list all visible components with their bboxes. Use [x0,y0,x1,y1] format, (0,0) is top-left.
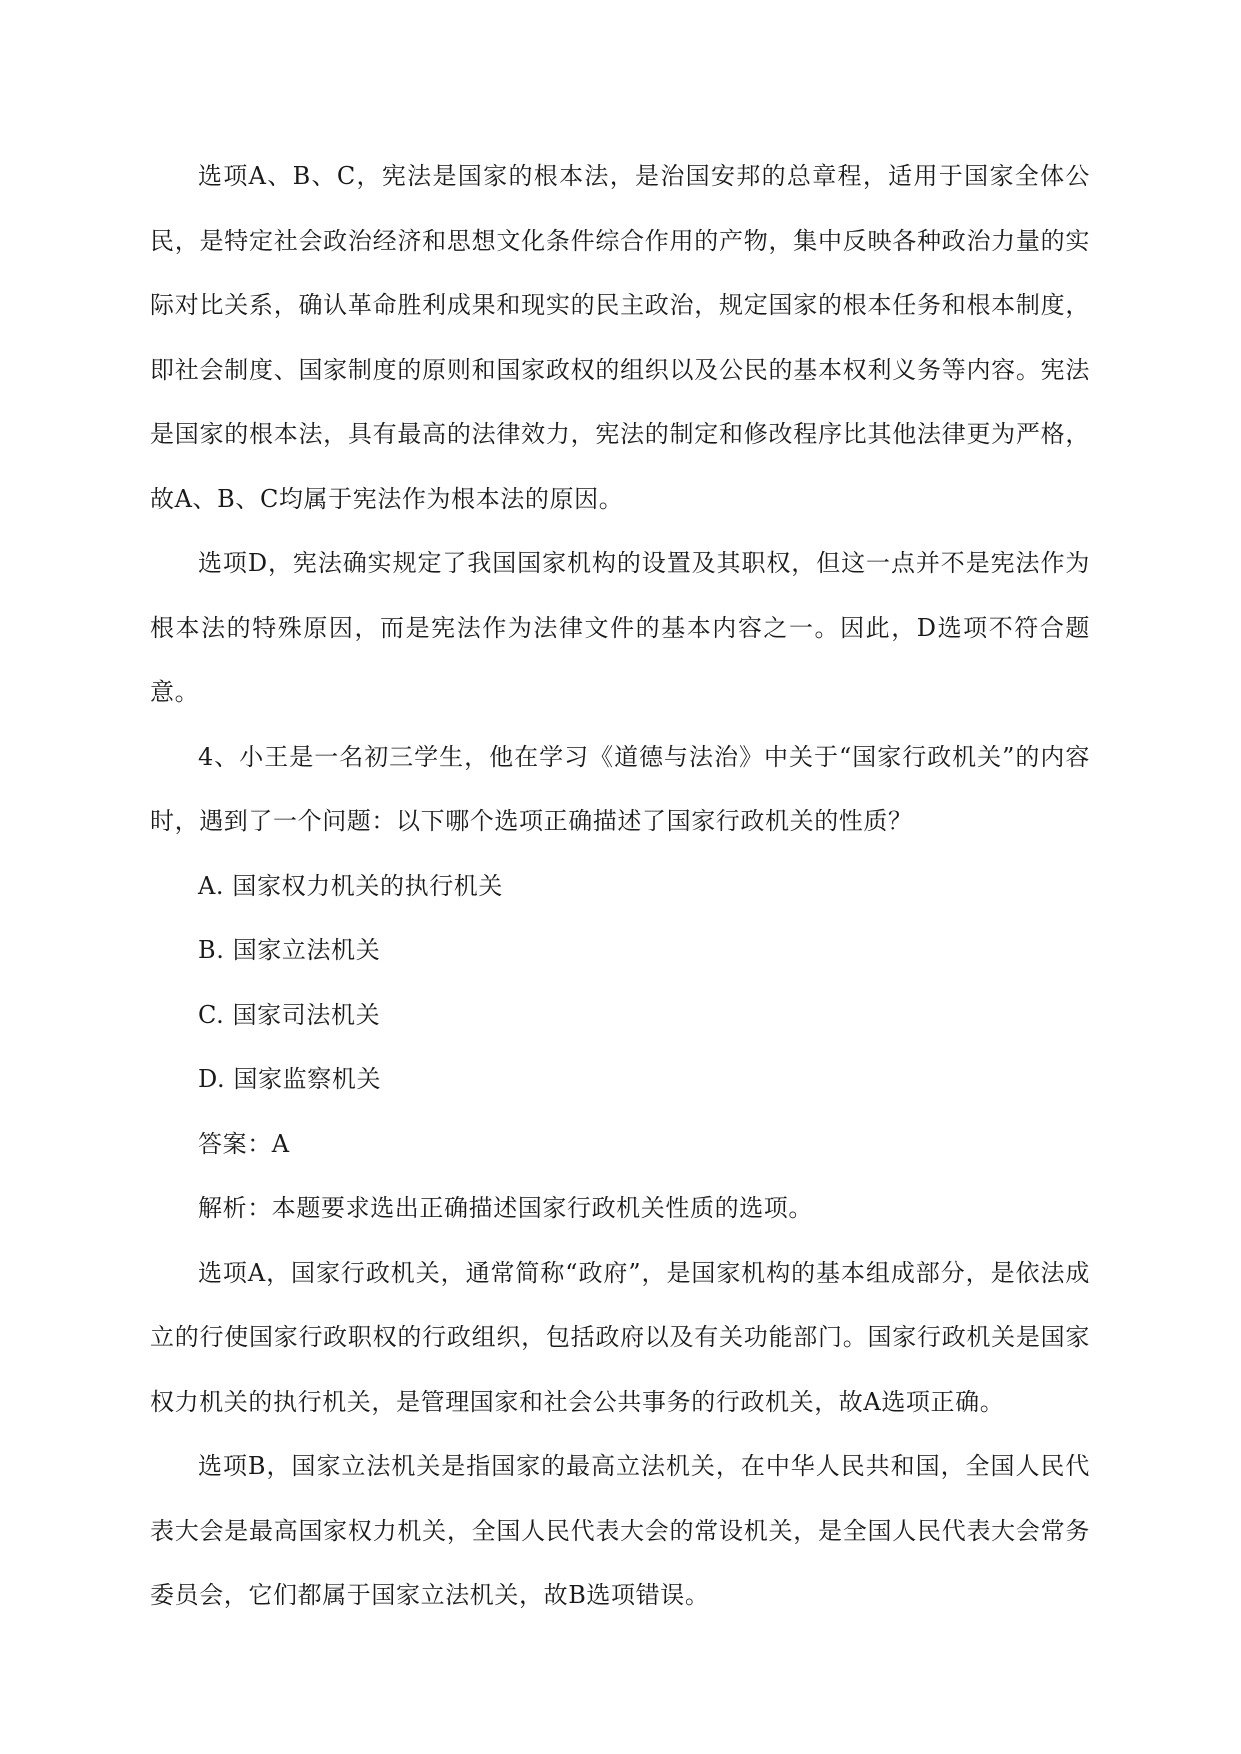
question-4-stem: 4、小王是一名初三学生，他在学习《道德与法治》中关于“国家行政机关”的内容时，遇到了一个问题：以下哪个选项正确描述了国家行政机关的性质？ [150,742,1090,835]
question-4-option-b: B. 国家立法机关 [198,936,381,964]
paragraph-options-abc-explanation: 选项A、B、C，宪法是国家的根本法，是治国安邦的总章程，适用于国家全体公民，是特定社会政治经济和思想文化条件综合作用的产物，集中反映各种政治力量的实际对比关系，确认革命胜利成果和现实的民主政治，规定国家的根本任务和根本制度，即社会制度、国家制度的原则和国家政权的组织以及公民的基本权利义务等内容。宪法是国家的根本法，具有最高的法律效力，宪法的制定和修改程序比其他法律更为严格，故A、B、C均属于宪法作为根本法的原因。 [150,162,1090,513]
question-4-option-b-explanation: 选项B，国家立法机关是指国家的最高立法机关，在中华人民共和国，全国人民代表大会是最高国家权力机关，全国人民代表大会的常设机关，是全国人民代表大会常务委员会，它们都属于国家立法机关，故B选项错误。 [150,1452,1090,1609]
paragraph-option-d-explanation: 选项D，宪法确实规定了我国国家机构的设置及其职权，但这一点并不是宪法作为根本法的特殊原因，而是宪法作为法律文件的基本内容之一。因此，D选项不符合题意。 [150,549,1090,706]
question-4-option-d: D. 国家监察机关 [198,1065,382,1093]
question-4-analysis-intro: 解析：本题要求选出正确描述国家行政机关性质的选项。 [198,1194,813,1222]
question-4-option-c: C. 国家司法机关 [198,1000,381,1029]
question-4-option-a: A. 国家权力机关的执行机关 [198,871,503,900]
document-body [150,144,1090,1628]
question-4-option-a-explanation: 选项A，国家行政机关，通常简称“政府”，是国家机构的基本组成部分，是依法成立的行使国家行政职权的行政组织，包括政府以及有关功能部门。国家行政机关是国家权力机关的执行机关，是管理国家和社会公共事务的行政机关，故A选项正确。 [150,1258,1090,1416]
question-4-answer: 答案：A [198,1129,290,1158]
